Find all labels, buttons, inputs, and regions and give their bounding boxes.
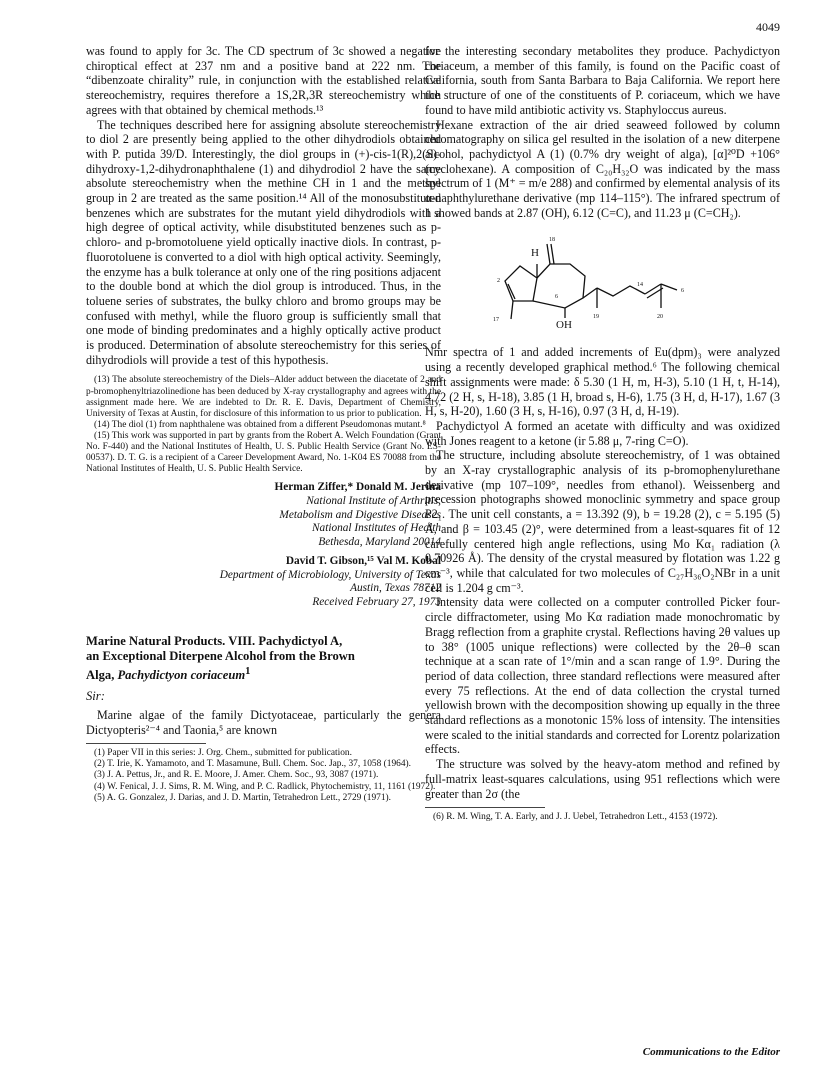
structure-label-14: 14: [637, 282, 643, 289]
side-chain-bond: [583, 288, 597, 298]
footnote: (15) This work was supported in part by grants from the Robert A. Welch Foundation (Grant No. F-440) and the National Institutes of Health, U. S. Public Health Service (Grant No. ES-00537). D. T. G. is a recipient of a Career Development Award, No. 1-K04 ES 70088 from the National Institutes of Health, U. S. Public Health Service.: [86, 430, 441, 475]
affiliation-line: National Institutes of Health: [312, 522, 441, 535]
structure-label-17: 17: [493, 317, 499, 324]
body-paragraph: The structure was solved by the heavy-atom method and refined by full-matrix least-squares calculations, using 951 reflections which were greater than 2σ (the: [425, 757, 780, 801]
affiliation-line: Bethesda, Maryland 20014: [318, 535, 441, 548]
structure-label-h: H: [531, 247, 539, 260]
methyl-16-bond: [661, 284, 677, 290]
footnote: (13) The absolute stereochemistry of the Diels–Alder adduct between the diacetate of 2 and p-bromophenyltriazolinedione has been deduced by X-ray crystallography and agrees with the assignment made here. We are indebted to Dr. R. E. Davis, Department of Chemistry, University of Texas at Austin, for disclosure of this information to us prior to publication.: [86, 375, 441, 419]
chemical-structure-diagram: [425, 226, 780, 336]
body-paragraph: Nmr spectra of 1 and added increments of Eu(dpm)₃ were analyzed using a recently developed graphical method.⁶ The following chemical shift assignments were made: δ 5.30 (1 H, m, H-3), 5.10 (1 H, t, H-14), 4.72 (2 H, s, H-18), 3.85 (1 H, broad s, H-6), 1.75 (3 H, d, H-17), 1.67 (3 H, s, H-20), 1.60 (3 H, s, H-16), 0.97 (3 H, d, H-19).: [425, 345, 780, 419]
body-paragraph: The techniques described here for assigning absolute stereochemistry to diol 2 are presently being applied to the other dihydrodiols obtained with P. putida 39/D. Interestingly, the diol groups in (+)-cis-1(R),2(S)-dihydroxy-1,2-dihydronaphthalene (1) and dihydrodiol 2 have the same absolute stereochemistry when the methine CH in 1 and the methyl group in 2 are treated as the same position.¹⁴ All of the monosubstituted benzenes which are substrates for the mutant yield dihydrodiols with a high degree of optical activity, while disubstituted benzenes such as p-chloro- and p-bromotoluene yield optically inactive diols. In contrast, p-fluorotoluene is converted to a diol with high optical activity. Seemingly, the enzyme has a bulk tolerance at only one of the ring positions adjacent to the double bond at which the diol group is introduced. Thus, in the toluene series of substrates, the bulky chloro and bromo groups may be confused with methyl, while the fluoro group is sufficiently small that one mode of binding predominates and a highly optically active product is produced. Determination of absolute stereochemistry for this series of dihydrodiols will provide a test of this hypothesis.: [86, 117, 441, 367]
right-column: [425, 44, 780, 823]
received-date: Received February 27, 1973: [312, 596, 441, 609]
structure-labels: [493, 237, 684, 331]
five-membered-ring: [505, 266, 537, 301]
affiliation-line: Metabolism and Digestive Diseases: [279, 508, 441, 521]
structure-label-19: 19: [593, 314, 599, 321]
footnote: (14) The diol (1) from naphthalene was obtained from a different Pseudomonas mutant.⁸: [94, 419, 426, 430]
body-paragraph: for the interesting secondary metabolites they produce. Pachydictyon coriaceum, a member of this family, is found on the Pacific coast of California, south from Santa Barbara to Baja California. We report here the structure of one of the constituents of P. coriaceum, which we have found to have mild antibiotic activity vs. Staphyloccus aureus.: [425, 44, 780, 117]
structure-label-oh: OH: [556, 319, 572, 332]
footnotes: [86, 375, 441, 475]
article-title-line: an Exceptional Diterpene Alcohol from the Brown: [86, 648, 355, 663]
footnote: (3) J. A. Pettus, Jr., and R. E. Moore, J. Amer. Chem. Soc., 93, 3087 (1971).: [94, 770, 379, 781]
affiliation-line: Department of Microbiology, University of Texas: [219, 568, 441, 581]
article-title-line: Marine Natural Products. VIII. Pachydictyol A,: [86, 633, 343, 648]
structure-label-18: 18: [549, 237, 555, 244]
body-paragraph: was found to apply for 3c. The CD spectrum of 3c showed a negative chiroptical effect at 237 nm and a positive band at 222 nm. The “dibenzoate chirality” rule, in conjunction with the established relative stereochemistry, requires therefore a 1S,2R,3R stereochemistry which agrees with that obtained by chemical methods.¹³: [86, 44, 441, 117]
side-chain-double-bond: [645, 284, 661, 294]
structure-label-6b: 6: [681, 288, 684, 295]
methyl-17-bond: [511, 301, 513, 319]
author-names: Herman Ziffer,* Donald M. Jerina: [274, 481, 441, 494]
body-paragraph: Intensity data were collected on a computer controlled Picker four-circle diffractometer, using Mo Kα radiation made monochromatic by Bragg reflection from a graphite crystal. Reflections having 2θ values up to 38° (1005 unique reflections) were collected by the 2θ–θ scan technique at a scan rate of 1°/min and a scan range of 1.9°. During the period of data collection, three standard reflections were measured after every 75 reflections. At the end of data collection the crystal turned yellowish brown with the decomposition showing up equally in the three standard reflections as a monotonic 15% loss of intensity. The intensities were scaled to the initial standards and corrected for Lorentz polarization effects.: [425, 595, 780, 757]
affiliation-line: Austin, Texas 78712: [350, 582, 441, 595]
article-title-species: Pachydictyon coriaceum: [117, 667, 246, 682]
footnote: (4) W. Fenical, J. J. Sims, R. M. Wing, and P. C. Radlick, Phytochemistry, 11, 1161 (1972).: [94, 781, 436, 792]
article-title-text: Alga,: [86, 667, 118, 682]
affiliation-line: National Institute of Arthritis,: [306, 494, 441, 507]
footnote: (6) R. M. Wing, T. A. Early, and J. J. Uebel, Tetrahedron Lett., 4153 (1972).: [433, 812, 718, 823]
structure-label-6: 6: [555, 294, 558, 301]
footnote: (2) T. Irie, K. Yamamoto, and T. Masamune, Bull. Chem. Soc. Jap., 37, 1058 (1964).: [94, 759, 411, 770]
page-number: 4049: [756, 20, 780, 34]
footnote: (5) A. G. Gonzalez, J. Darias, and J. D. Martin, Tetrahedron Lett., 2729 (1971).: [94, 792, 392, 803]
author-names: David T. Gibson,¹⁵ Val M. Kobal: [285, 555, 441, 568]
article-title-ref: 1: [245, 665, 251, 677]
footnote-divider: [425, 807, 545, 808]
body-paragraph: Marine algae of the family Dictyotaceae, particularly the genera Dictyopteris²⁻⁴ and Taonia,⁵ are known: [86, 707, 441, 737]
left-column: [86, 44, 441, 804]
body-paragraph: Pachydictyol A formed an acetate with difficulty and was oxidized with Jones reagent to a ketone (ir 5.88 μ, 7-ring C=O).: [425, 418, 780, 448]
exocyclic-methylene-double-bond: [551, 244, 554, 264]
body-paragraph: Hexane extraction of the air dried seaweed followed by column chromatography on silica gel resulted in the isolation of a new diterpene alcohol, pachydictyol A (1) (0.7% dry weight of alga), [α]²⁰D +106° (cyclohexane). A composition of C₂₀H₃₂O was indicated by the mass spectrum of 1 (M⁺ = m/e 288) and confirmed by elemental analysis of its α-naphthylurethane derivative (mp 114–115°). The infrared spectrum of 1 showed bands at 2.87 (OH), 6.12 (C=C), and 11.23 μ (C=CH₂).: [425, 117, 780, 220]
salutation: Sir:: [86, 688, 105, 703]
footnote: (1) Paper VII in this series: J. Org. Chem., submitted for publication.: [94, 748, 352, 759]
structure-label-2: 2: [497, 278, 500, 285]
article-title: [86, 634, 441, 683]
body-paragraph: The structure, including absolute stereochemistry, of 1 was obtained by an X-ray crystallographic analysis of its p-bromophenylurethane derivative (mp 107–109°, needles from ethanol). Weissenberg and precession photographs showed monoclinic symmetry and space group P2₁. The unit cell constants, a = 13.392 (9), b = 19.28 (2), c = 5.195 (5) Å, and β = 103.45 (2)°, were determined from a least-squares fit of 12 carefully centered high angle reflections, using Mo Kα₁ radiation (λ 0.70926 Å). The density of the crystal measured by flotation was 1.22 g cm⁻³, while that calculated for two molecules of C₂₇H₃₆O₂NBr in a unit cell is 1.204 g cm⁻³.: [425, 448, 780, 595]
exocyclic-methylene-bond: [547, 244, 550, 264]
article-title-line: [86, 664, 441, 683]
author-block: [86, 481, 441, 609]
structure-label-20: 20: [657, 314, 663, 321]
journal-section-footer: Communications to the Editor: [642, 1046, 780, 1058]
seven-membered-ring: [533, 264, 585, 308]
footnote-divider: [86, 743, 206, 744]
